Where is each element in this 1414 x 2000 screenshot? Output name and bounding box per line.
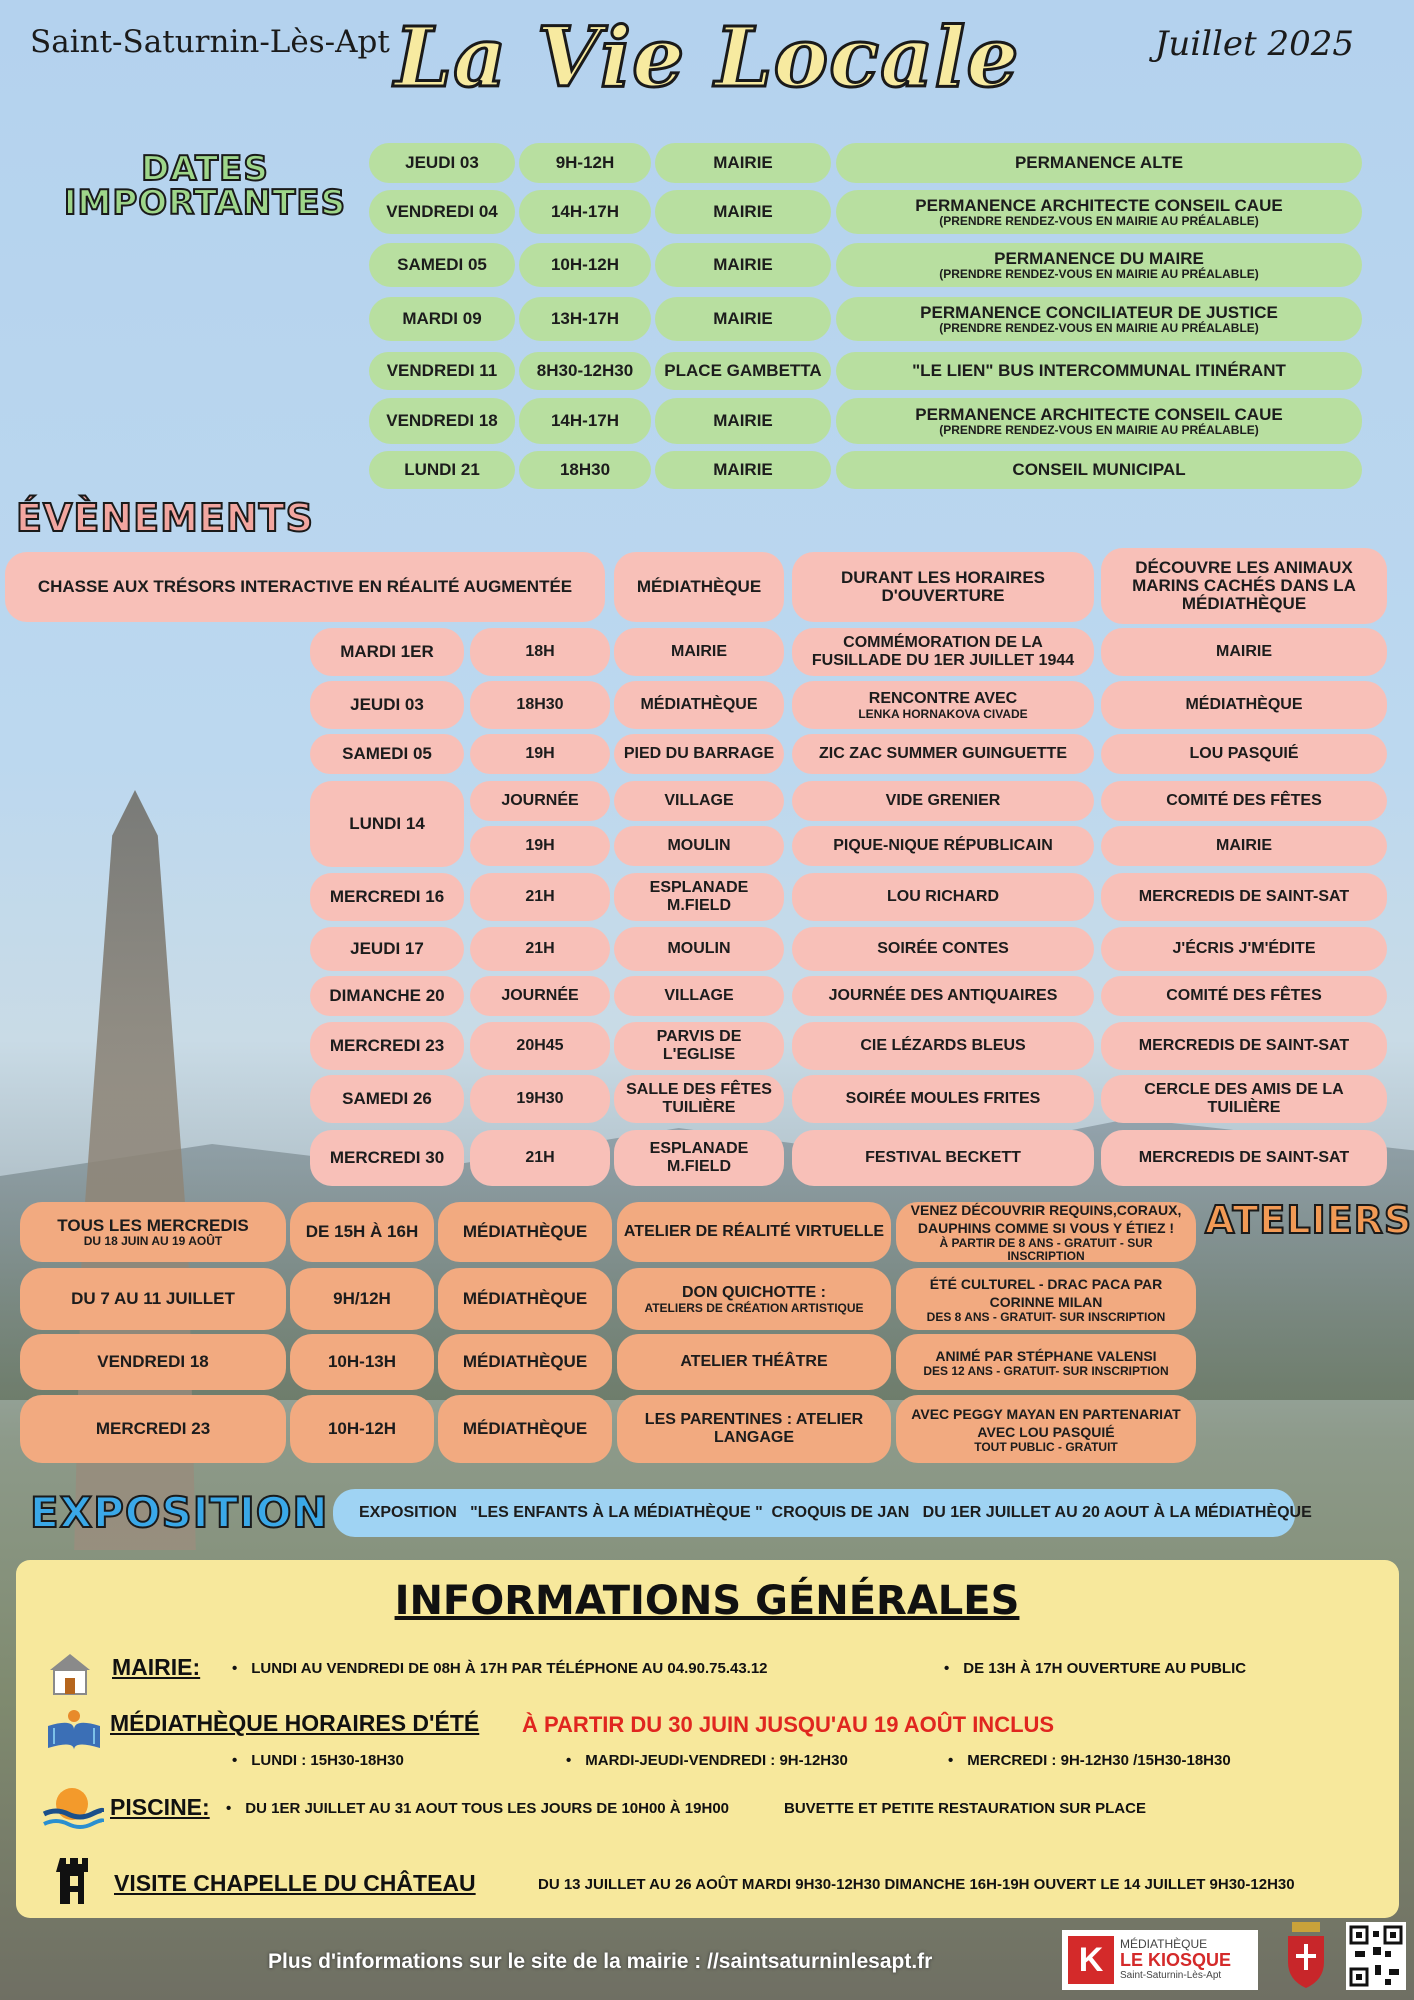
event-place-text: PIED DU BARRAGE [623,745,775,762]
info-title: INFORMATIONS GÉNÉRALES [394,1578,1020,1624]
date-time-text: 13H-17H [550,309,620,328]
atelier-desc-subtext: DES 12 ANS - GRATUIT- SUR INSCRIPTION [923,1363,1169,1378]
atelier-desc [896,1334,1196,1390]
atelier-place [438,1202,612,1262]
atelier-day [20,1202,286,1262]
date-desc-subtext: (PRENDRE RENDEZ-VOUS EN MAIRIE AU PRÉALABLE) [939,213,1259,228]
event-name [792,781,1094,821]
date-desc-text: PERMANENCE DU MAIRE [994,248,1204,268]
event-organizer-text: LOU PASQUIÉ [1189,745,1299,762]
event-time-text: JOURNÉE [501,987,579,1004]
atelier-desc [896,1395,1196,1463]
event-time-text: 19H30 [516,1090,564,1107]
mediatheque-monday: • LUNDI : 15H30-18H30 [232,1752,404,1769]
date-place-text: PLACE GAMBETTA [664,361,822,380]
event-time-text: 18H [525,643,555,660]
date-place [655,143,831,183]
event-name-subtext: LENKA HORNAKOVA CIVADE [858,706,1028,721]
event-day-text: JEUDI 03 [350,695,424,714]
date-time [519,190,651,234]
event-name-text: COMMÉMORATION DE LA FUSILLADE DU 1ER JUILLET 1944 [811,634,1075,669]
event-place [614,927,784,971]
event-organizer-text: MÉDIATHÈQUE [1185,696,1303,713]
event-place-text: MAIRIE [671,643,727,660]
atelier-place-text: MÉDIATHÈQUE [462,1352,588,1371]
kiosque-k-icon: K [1068,1936,1114,1984]
date-place [655,190,831,234]
event-day [310,781,464,867]
date-day [369,190,515,234]
atelier-day-text: MERCREDI 23 [95,1419,211,1438]
event-place-text: MOULIN [667,940,731,957]
kiosque-logo-sub: Saint-Saturnin-Lès-Apt [1120,1970,1222,1981]
event-name-text: JOURNÉE DES ANTIQUAIRES [828,987,1058,1004]
event-name-text: SOIRÉE CONTES [877,940,1009,957]
date-time [519,352,651,390]
date-desc-text: PERMANENCE ARCHITECTE CONSEIL CAUE [915,404,1283,424]
date-place-text: MAIRIE [713,411,773,430]
event-place [614,734,784,774]
event-time [470,1075,610,1123]
event-organizer [1101,1075,1387,1123]
atelier-name [617,1268,891,1330]
featured-event-place: MÉDIATHÈQUE [614,552,784,622]
event-day [310,734,464,774]
atelier-name-text: ATELIER THÉÂTRE [680,1353,828,1370]
kiosque-logo-top: MÉDIATHÈQUE [1120,1937,1208,1951]
date-time-text: 18H30 [559,460,611,479]
event-name [792,1022,1094,1070]
ateliers-section-title: ATELIERS [1205,1198,1413,1242]
event-day-text: SAMEDI 05 [342,744,432,763]
date-day [369,451,515,489]
chapelle-label: VISITE CHAPELLE DU CHÂTEAU [114,1870,476,1896]
atelier-desc-text: ANIMÉ PAR STÉPHANE VALENSI [935,1347,1157,1364]
event-organizer-text: J'ÉCRIS J'M'ÉDITE [1172,940,1316,957]
event-organizer-text: MERCREDIS DE SAINT-SAT [1138,1037,1350,1054]
events-section-title: ÉVÈNEMENTS [16,496,314,540]
event-time-text: 21H [525,940,555,957]
date-desc-subtext: (PRENDRE RENDEZ-VOUS EN MAIRIE AU PRÉALABLE) [939,422,1259,437]
date-time-text: 9H-12H [555,153,615,172]
event-place-text: VILLAGE [664,987,734,1004]
event-name-text: LOU RICHARD [887,888,999,905]
date-desc [836,297,1362,341]
date-desc-text: "LE LIEN" BUS INTERCOMMUNAL ITINÉRANT [912,361,1286,380]
event-place [614,1022,784,1070]
event-time [470,873,610,921]
mediatheque-wednesday: • MERCREDI : 9H-12H30 /15H30-18H30 [948,1752,1231,1769]
event-name [792,826,1094,866]
date-day-text: VENDREDI 04 [386,202,498,221]
mediatheque-label: MÉDIATHÈQUE HORAIRES D'ÉTÉ [110,1710,480,1736]
date-time [519,297,651,341]
kiosque-logo [1062,1930,1258,1990]
event-time-text: 18H30 [516,696,564,713]
atelier-place [438,1334,612,1390]
chapelle-hours: DU 13 JUILLET AU 26 AOÛT MARDI 9H30-12H30 DIMANCHE 16H-19H OUVERT LE 14 JUILLET 9H30-12H30 [538,1876,1295,1893]
atelier-time [290,1202,434,1262]
atelier-time [290,1395,434,1463]
date-day [369,243,515,287]
atelier-place-text: MÉDIATHÈQUE [462,1289,588,1308]
atelier-desc-text: ÉTÉ CULTUREL - DRAC PACA PAR CORINNE MILAN [929,1275,1163,1310]
page-title: La Vie Locale [394,10,1020,106]
town-name: Saint-Saturnin-Lès-Apt [30,24,390,60]
date-place-text: MAIRIE [713,255,773,274]
event-day [310,976,464,1016]
featured-event-name: CHASSE AUX TRÉSORS INTERACTIVE EN RÉALITÉ AUGMENTÉE [5,552,605,622]
event-place [614,1130,784,1186]
footer-website-text[interactable]: Plus d'informations sur le site de la mairie : //saintsaturninlesapt.fr [268,1950,933,1973]
atelier-day-text: DU 7 AU 11 JUILLET [71,1289,235,1308]
atelier-place [438,1395,612,1463]
event-day [310,1022,464,1070]
event-organizer [1101,781,1387,821]
event-day [310,927,464,971]
event-time [470,681,610,729]
event-day-text: MERCREDI 23 [329,1036,445,1055]
event-place [614,628,784,676]
date-desc [836,243,1362,287]
event-name [792,927,1094,971]
atelier-day [20,1334,286,1390]
date-day-text: MARDI 09 [402,309,482,328]
event-place [614,873,784,921]
event-organizer [1101,681,1387,729]
atelier-day-text: VENDREDI 18 [97,1352,209,1371]
atelier-desc-text: VENEZ DÉCOUVRIR REQUINS,CORAUX, DAUPHINS COMME SI VOUS Y ÉTIEZ ! [910,1202,1182,1236]
event-place-text: PARVIS DE L'EGLISE [656,1028,742,1063]
event-day [310,628,464,676]
event-organizer-text: MAIRIE [1216,837,1272,854]
swimmer-icon [40,1786,104,1832]
date-time-text: 14H-17H [550,202,620,221]
event-organizer-text: MERCREDIS DE SAINT-SAT [1138,888,1350,905]
date-time-text: 8H30-12H30 [536,361,634,380]
date-desc [836,398,1362,444]
event-place-text: MÉDIATHÈQUE [640,696,758,713]
event-organizer [1101,927,1387,971]
event-organizer-text: COMITÉ DES FÊTES [1166,792,1322,809]
atelier-day [20,1395,286,1463]
date-time [519,143,651,183]
piscine-buvette: BUVETTE ET PETITE RESTAURATION SUR PLACE [784,1800,1146,1817]
date-desc [836,451,1362,489]
event-place [614,976,784,1016]
event-day-text: MARDI 1ER [340,642,434,661]
event-name-text: CIE LÉZARDS BLEUS [860,1037,1026,1054]
event-name [792,628,1094,676]
date-place-text: MAIRIE [713,309,773,328]
date-day [369,143,515,183]
atelier-name [617,1202,891,1262]
date-desc [836,352,1362,390]
event-time-text: 20H45 [516,1037,564,1054]
book-icon [42,1706,106,1754]
atelier-desc-text: AVEC PEGGY MAYAN EN PARTENARIAT AVEC LOU PASQUIÉ [911,1405,1181,1440]
atelier-desc-subtext: À PARTIR DE 8 ANS - GRATUIT - SUR INSCRIPTION [939,1236,1153,1263]
mairie-hours: • LUNDI AU VENDREDI DE 08H À 17H PAR TÉLÉPHONE AU 04.90.75.43.12 [232,1660,768,1677]
date-day [369,297,515,341]
event-day [310,1130,464,1186]
event-organizer [1101,873,1387,921]
event-time-text: 21H [525,1149,555,1166]
date-place-text: MAIRIE [713,153,773,172]
event-organizer [1101,628,1387,676]
exposition-banner: EXPOSITION "LES ENFANTS À LA MÉDIATHÈQUE " CROQUIS DE JAN DU 1ER JUILLET AU 20 AOUT À LA MÉDIATHÈQUE [333,1489,1295,1537]
event-day-text: JEUDI 17 [350,939,424,958]
atelier-time-text: 10H-12H [327,1419,397,1438]
featured-event-time: DURANT LES HORAIRES D'OUVERTURE [792,552,1094,622]
atelier-day-subtext: DU 18 JUIN AU 19 AOÛT [83,1233,223,1248]
piscine-hours: • DU 1ER JUILLET AU 31 AOUT TOUS LES JOURS DE 10H00 À 19H00 [226,1800,729,1817]
event-name [792,1075,1094,1123]
date-desc-text: PERMANENCE ARCHITECTE CONSEIL CAUE [915,195,1283,215]
atelier-place-text: MÉDIATHÈQUE [462,1222,588,1241]
event-name-text: ZIC ZAC SUMMER GUINGUETTE [819,745,1067,762]
event-organizer-text: COMITÉ DES FÊTES [1166,987,1322,1004]
event-organizer [1101,1022,1387,1070]
event-time [470,1130,610,1186]
date-desc-text: CONSEIL MUNICIPAL [1012,460,1186,479]
event-time [470,734,610,774]
event-time [470,1022,610,1070]
event-name [792,873,1094,921]
atelier-time-text: 9H/12H [333,1289,391,1308]
event-name [792,681,1094,729]
date-day-text: VENDREDI 11 [386,361,498,380]
event-name [792,976,1094,1016]
event-name [792,1130,1094,1186]
event-organizer [1101,1130,1387,1186]
event-place [614,826,784,866]
castle-tower-icon [56,1854,92,1904]
event-day [310,873,464,921]
atelier-desc-subtext: TOUT PUBLIC - GRATUIT [974,1439,1118,1454]
date-place [655,297,831,341]
atelier-time [290,1268,434,1330]
event-place [614,1075,784,1123]
dates-section-title: DATES IMPORTANTES [63,149,347,223]
house-icon [44,1648,96,1698]
date-place [655,352,831,390]
qr-code-icon[interactable] [1346,1922,1406,1990]
atelier-name [617,1334,891,1390]
event-day [310,681,464,729]
date-desc-subtext: (PRENDRE RENDEZ-VOUS EN MAIRIE AU PRÉALABLE) [939,320,1259,335]
event-day-text: SAMEDI 26 [342,1089,432,1108]
mediatheque-tue-thu-fri: • MARDI-JEUDI-VENDREDI : 9H-12H30 [566,1752,848,1769]
event-organizer-text: MERCREDIS DE SAINT-SAT [1138,1149,1350,1166]
event-time [470,927,610,971]
date-day [369,352,515,390]
date-desc [836,190,1362,234]
event-place-text: MOULIN [667,837,731,854]
atelier-place [438,1268,612,1330]
event-place-text: VILLAGE [664,792,734,809]
exposition-section-title: EXPOSITION [30,1488,329,1537]
event-time [470,826,610,866]
event-organizer-text: CERCLE DES AMIS DE LA TUILIÈRE [1144,1081,1344,1116]
event-place [614,681,784,729]
atelier-name-subtext: ATELIERS DE CRÉATION ARTISTIQUE [644,1300,864,1315]
event-name [792,734,1094,774]
event-name-text: FESTIVAL BECKETT [865,1149,1021,1166]
date-day [369,398,515,444]
date-time [519,451,651,489]
event-time-text: 19H [525,837,555,854]
atelier-name-text: LES PARENTINES : ATELIER LANGAGE [644,1411,864,1446]
event-place-text: ESPLANADE M.FIELD [649,879,749,914]
event-time-text: JOURNÉE [501,792,579,809]
date-day-text: VENDREDI 18 [386,411,498,430]
atelier-time-text: DE 15H À 16H [305,1222,419,1241]
date-place [655,398,831,444]
event-time [470,976,610,1016]
event-name-text: VIDE GRENIER [885,792,1001,809]
mediatheque-period: À PARTIR DU 30 JUIN JUSQU'AU 19 AOÛT INCLUS [522,1712,1055,1737]
event-place-text: ESPLANADE M.FIELD [649,1140,749,1175]
mairie-label: MAIRIE: [112,1654,201,1680]
atelier-place-text: MÉDIATHÈQUE [462,1419,588,1438]
event-day [310,1075,464,1123]
event-time [470,781,610,821]
atelier-desc-subtext: DES 8 ANS - GRATUIT- SUR INSCRIPTION [926,1309,1166,1324]
event-name-text: SOIRÉE MOULES FRITES [845,1090,1041,1107]
event-name-text: PIQUE-NIQUE RÉPUBLICAIN [833,837,1053,854]
atelier-name-text: ATELIER DE RÉALITÉ VIRTUELLE [623,1223,885,1240]
event-time-text: 19H [525,745,555,762]
piscine-label: PISCINE: [110,1794,210,1820]
date-place [655,451,831,489]
event-day-text: MERCREDI 30 [329,1148,445,1167]
atelier-desc [896,1268,1196,1330]
atelier-day-text: TOUS LES MERCREDIS [57,1215,249,1235]
event-time [470,628,610,676]
event-time-text: 21H [525,888,555,905]
event-organizer-text: MAIRIE [1216,643,1272,660]
date-desc-subtext: (PRENDRE RENDEZ-VOUS EN MAIRIE AU PRÉALABLE) [939,266,1259,281]
date-day-text: JEUDI 03 [405,153,479,172]
event-day-text: MERCREDI 16 [329,887,445,906]
date-place [655,243,831,287]
date-time-text: 10H-12H [550,255,620,274]
mairie-public-hours: • DE 13H À 17H OUVERTURE AU PUBLIC [944,1660,1246,1677]
featured-event-desc: DÉCOUVRE LES ANIMAUX MARINS CACHÉS DANS LA MÉDIATHÈQUE [1101,548,1387,624]
event-organizer [1101,826,1387,866]
event-place-text: SALLE DES FÊTES TUILIÈRE [626,1081,772,1116]
event-name-text: RENCONTRE AVEC [868,689,1018,707]
event-day-text: LUNDI 14 [349,814,425,833]
atelier-desc [896,1202,1196,1262]
kiosque-logo-main: LE KIOSQUE [1120,1950,1232,1970]
date-time [519,398,651,444]
atelier-name [617,1395,891,1463]
date-desc-text: PERMANENCE CONCILIATEUR DE JUSTICE [920,302,1278,322]
date-desc-text: PERMANENCE ALTE [1014,153,1184,172]
event-organizer [1101,734,1387,774]
atelier-day [20,1268,286,1330]
date-desc [836,143,1362,183]
month-label: Juillet 2025 [1154,24,1354,64]
atelier-time [290,1334,434,1390]
date-place-text: MAIRIE [713,460,773,479]
coat-of-arms-icon [1284,1920,1328,1990]
date-time [519,243,651,287]
atelier-time-text: 10H-13H [327,1352,397,1371]
event-organizer [1101,976,1387,1016]
event-day-text: DIMANCHE 20 [329,986,445,1005]
event-place [614,781,784,821]
date-day-text: SAMEDI 05 [397,255,487,274]
atelier-name-text: DON QUICHOTTE : [682,1283,826,1301]
date-day-text: LUNDI 21 [404,460,480,479]
date-time-text: 14H-17H [550,411,620,430]
date-place-text: MAIRIE [713,202,773,221]
